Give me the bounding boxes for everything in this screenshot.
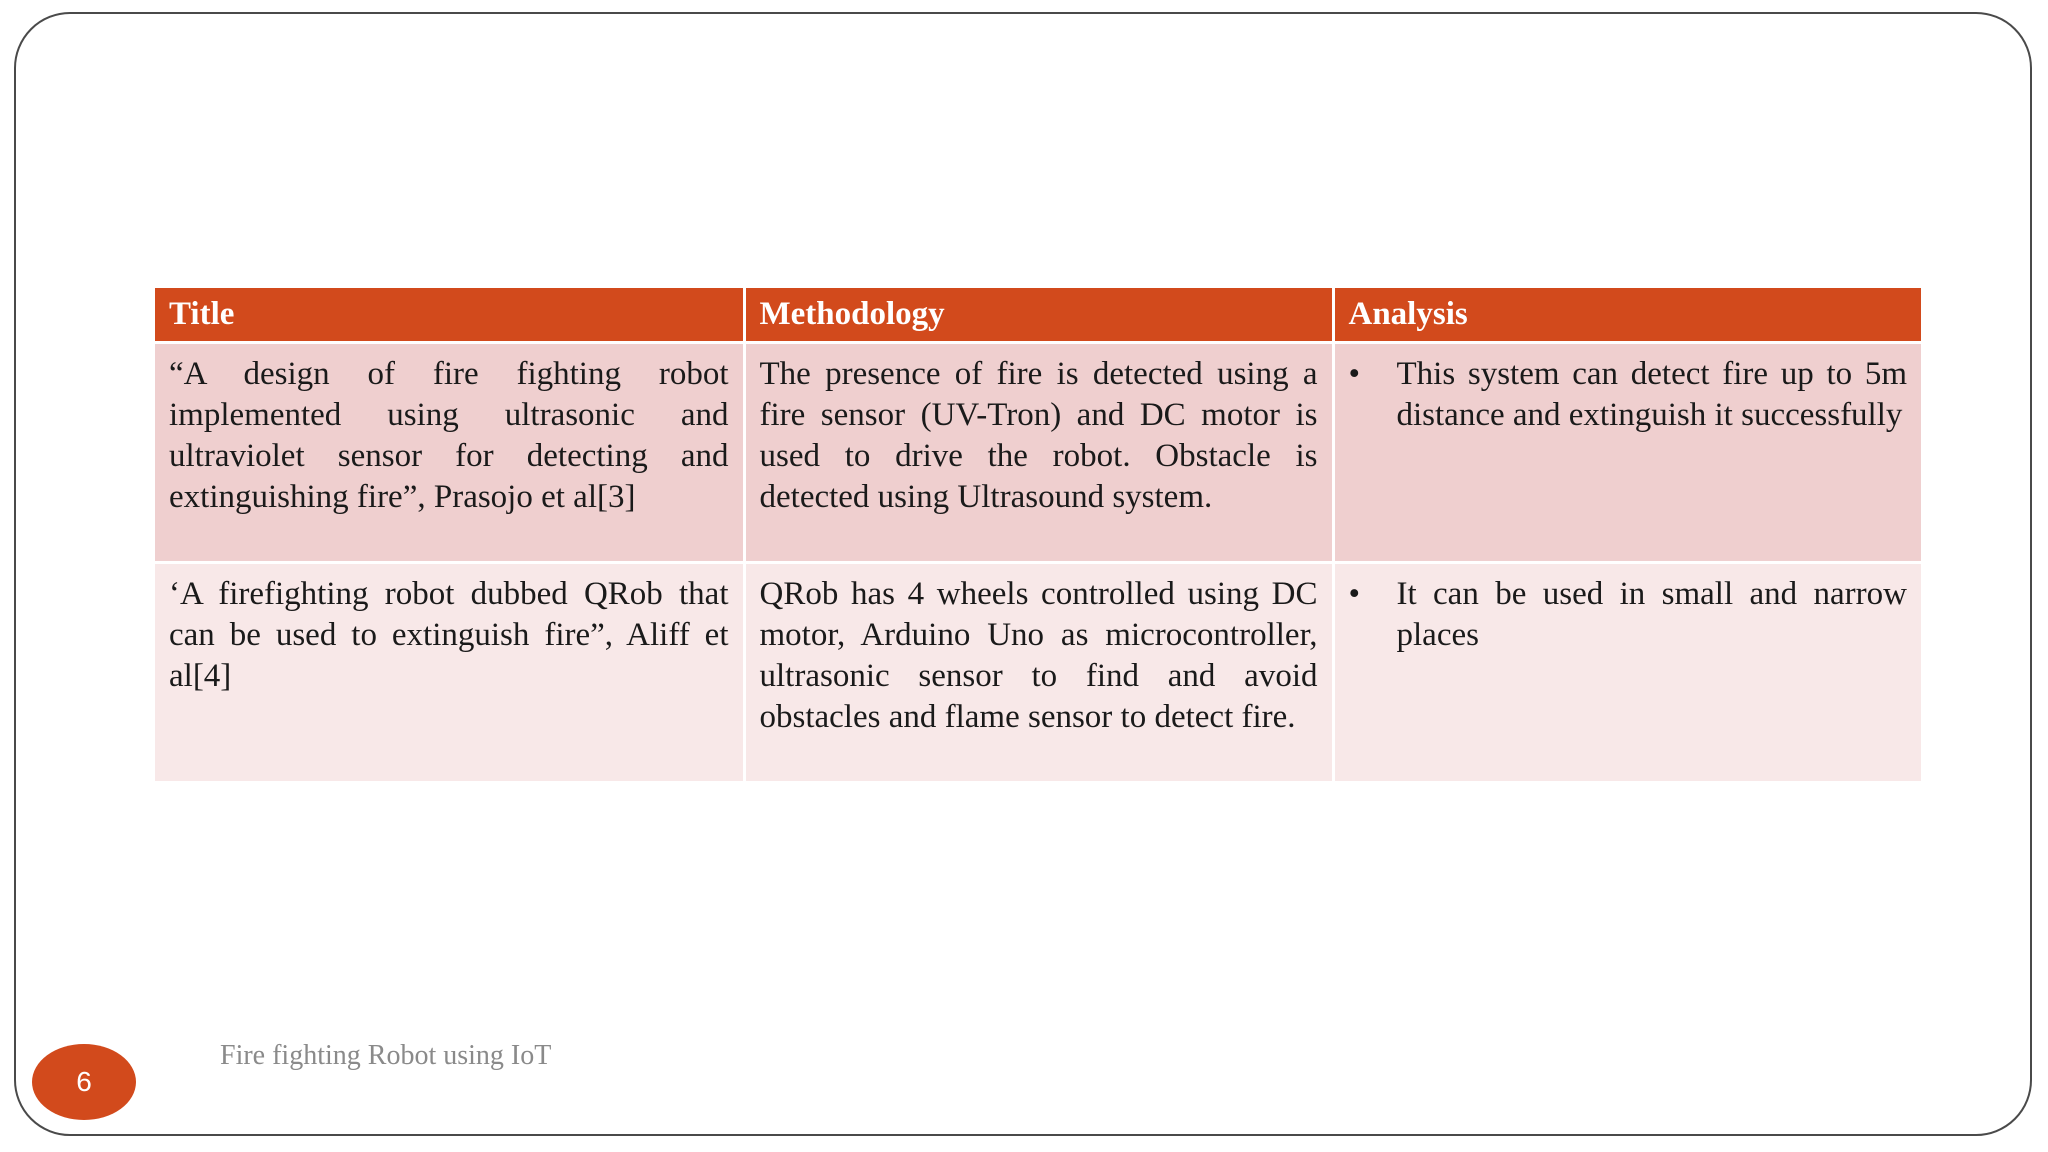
cell-title: “A design of fire fighting robot implemented using ultrasonic and ultraviolet sensor for detecting and extinguishing fire”, Prasojo et al[3]	[155, 342, 744, 562]
header-title: Title	[155, 288, 744, 342]
cell-methodology: QRob has 4 wheels controlled using DC motor, Arduino Uno as microcontroller, ultrasonic sensor to find and avoid obstacles and flame sensor to detect fire.	[744, 562, 1333, 782]
table-row	[155, 342, 1921, 562]
analysis-bullet-item	[1349, 354, 1908, 436]
analysis-text: This system can detect fire up to 5m distance and extinguish it successfully	[1396, 355, 1907, 433]
cell-analysis	[1333, 342, 1921, 562]
header-analysis: Analysis	[1333, 288, 1921, 342]
table-row	[155, 562, 1921, 782]
footer-title: Fire fighting Robot using IoT	[220, 1040, 552, 1071]
page-number-badge: 6	[32, 1044, 136, 1120]
cell-methodology: The presence of fire is detected using a fire sensor (UV-Tron) and DC motor is used to drive the robot. Obstacle is detected using Ultrasound system.	[744, 342, 1333, 562]
analysis-bullet-item	[1349, 574, 1908, 656]
header-methodology: Methodology	[744, 288, 1333, 342]
bullet-icon: •	[1348, 355, 1361, 392]
cell-title: ‘A firefighting robot dubbed QRob that can be used to extinguish fire”, Aliff et al[4]	[155, 562, 744, 782]
literature-table	[155, 288, 1921, 784]
cell-analysis	[1333, 562, 1921, 782]
analysis-text: It can be used in small and narrow places	[1396, 575, 1907, 653]
bullet-icon: •	[1348, 575, 1361, 612]
table-header-row	[155, 288, 1921, 342]
